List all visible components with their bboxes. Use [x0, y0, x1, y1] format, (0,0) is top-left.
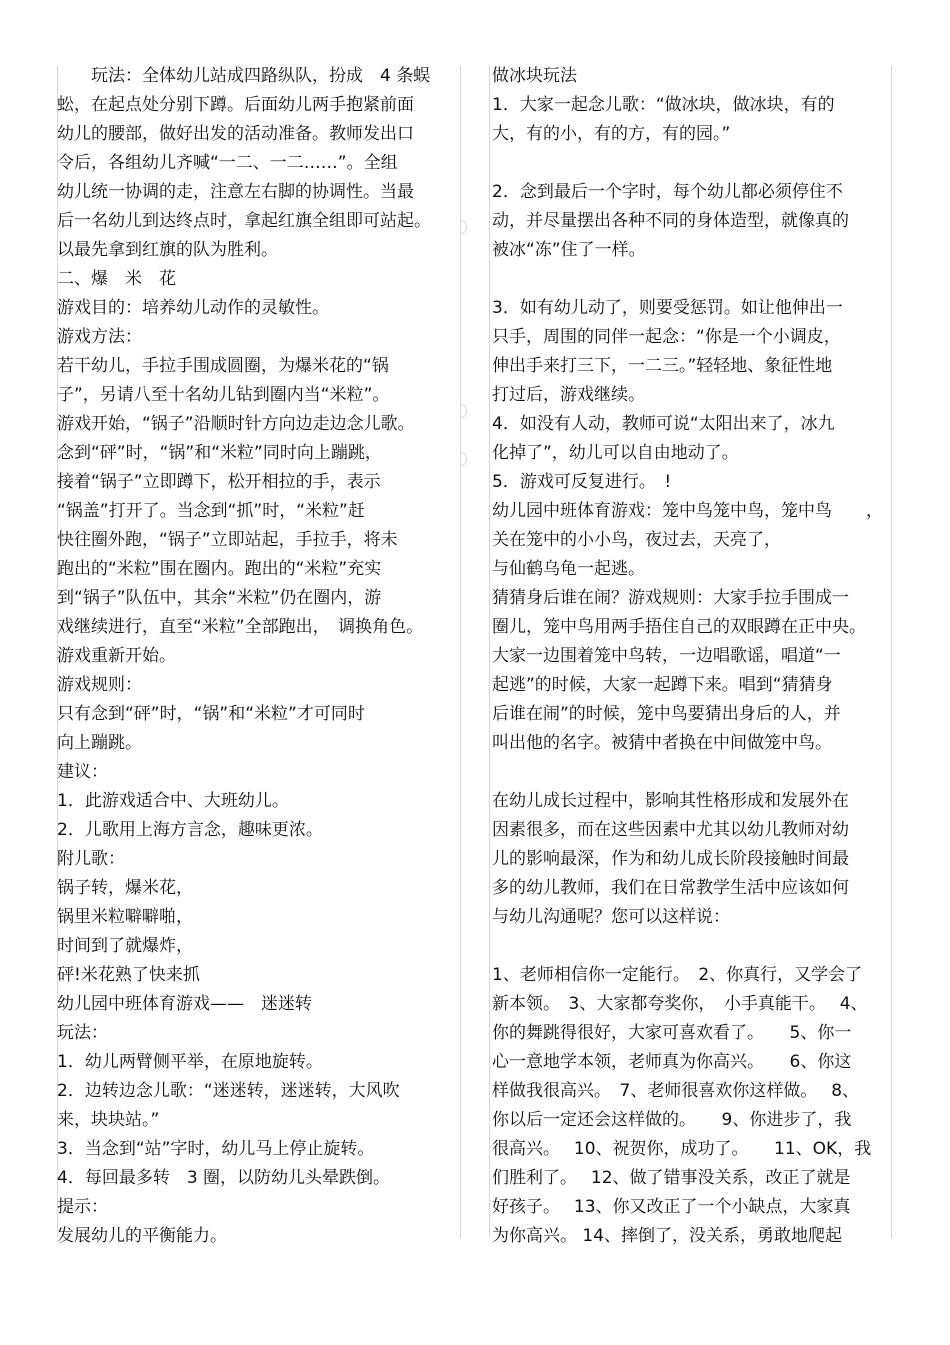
left-text-line: 戏继续进行，直至“米粒”全部跑出， 调换角色。 [57, 617, 424, 637]
left-text-line: 只有念到“砰”时，“锅”和“米粒”才可同时 [57, 704, 365, 724]
right-text-line: 大，有的小，有的方，有的园。” [492, 124, 731, 144]
right-text-line: 因素很多，而在这些因素中尤其以幼儿教师对幼 [492, 820, 849, 840]
right-text-line: 3．如有幼儿动了，则要受惩罚。如让他伸出一 [492, 298, 843, 318]
right-text-line: 2．念到最后一个字时，每个幼儿都必须停住不 [492, 182, 843, 202]
right-text-line: 化掉了”，幼儿可以自由地动了。 [492, 443, 739, 463]
left-text-line: 2．儿歌用上海方言念，趣味更浓。 [57, 820, 323, 840]
left-text-line: 后一名幼儿到达终点时，拿起红旗全组即可站起。 [57, 211, 431, 231]
divider-bracket [460, 452, 467, 466]
left-text-line: 玩法：全体幼儿站成四路纵队，扮成 4 条蜈 [57, 66, 431, 86]
right-text-line: 后谁在闹”的时候，笼中鸟要猜出身后的人，并 [492, 704, 841, 724]
right-text-line: 们胜利了。 12、做了错事没关系，改正了就是 [492, 1168, 851, 1188]
column-divider-line [460, 66, 461, 1238]
right-text-line: 样做我很高兴。 7、老师很喜欢你这样做。 8、 [492, 1081, 860, 1101]
left-text-line: 二、爆 米 花 [57, 269, 176, 289]
left-text-line: 子”，另请八至十名幼儿钻到圈内当“米粒”。 [57, 385, 390, 405]
right-text-line: 多的幼儿教师，我们在日常教学生活中应该如何 [492, 878, 849, 898]
right-text-line: 猜猜身后谁在闹？游戏规则：大家手拉手围成一 [492, 588, 849, 608]
left-text-line: 以最先拿到红旗的队为胜利。 [57, 240, 278, 260]
right-text-line: 与仙鹤乌龟一起逃。 [492, 559, 645, 579]
right-text-line: 被冰“冻”住了一样。 [492, 240, 646, 260]
right-text-line: 你的舞跳得很好，大家可喜欢看了。 5、你一 [492, 1023, 852, 1043]
left-text-line: 时间到了就爆炸， [57, 936, 193, 956]
column-divider-line-right [489, 66, 490, 1238]
left-text-line: 接着“锅子”立即蹲下，松开相拉的手，表示 [57, 472, 381, 492]
left-text-line: 蚣，在起点处分别下蹲。后面幼儿两手抱紧前面 [57, 95, 414, 115]
left-text-line: 提示： [57, 1197, 108, 1217]
left-text-line: 游戏目的：培养幼儿动作的灵敏性。 [57, 298, 329, 318]
left-text-line: 游戏重新开始。 [57, 646, 176, 666]
right-text-line: 幼儿园中班体育游戏：笼中鸟笼中鸟，笼中鸟 ， [492, 501, 883, 521]
left-text-line: 游戏规则： [57, 675, 142, 695]
right-text-line: 5．游戏可反复进行。 ! [492, 472, 672, 492]
right-text-line: 很高兴。 10、祝贺你，成功了。 11、OK，我 [492, 1139, 872, 1159]
left-text-line: 幼儿统一协调的走，注意左右脚的协调性。当最 [57, 182, 414, 202]
right-text-line: 在幼儿成长过程中，影响其性格形成和发展外在 [492, 791, 849, 811]
left-text-line: 快往圈外跑，“锅子”立即站起，手拉手，将未 [57, 530, 398, 550]
right-text-line: 与幼儿沟通呢？您可以这样说： [492, 907, 730, 927]
left-text-line: 游戏方法： [57, 327, 142, 347]
left-text-line: 附儿歌： [57, 849, 125, 869]
right-text-line: 起逃”的时候，大家一起蹲下来。唱到“猜猜身 [492, 675, 833, 695]
left-text-line: 2．边转边念儿歌：“迷迷转，迷迷转，大风吹 [57, 1081, 400, 1101]
left-text-line: 3．当念到“站”字时，幼儿马上停止旋转。 [57, 1139, 375, 1159]
right-text-line: 好孩子。 13、你又改正了一个小缺点，大家真 [492, 1197, 851, 1217]
left-text-line: 锅里米粒噼噼啪， [57, 907, 193, 927]
right-text-line: 大家一边围着笼中鸟转，一边唱歌谣，唱道“一 [492, 646, 841, 666]
left-text-line: 4．每回最多转 3 圈，以防幼儿头晕跌倒。 [57, 1168, 391, 1188]
right-text-line: 新本领。 3、大家都夸奖你， 小手真能干。 4、 [492, 994, 868, 1014]
right-column-text [492, 62, 892, 1251]
right-text-line [492, 149, 892, 178]
right-text-line: 圈儿，笼中鸟用两手捂住自己的双眼蹲在正中央。 [492, 617, 866, 637]
left-column-text [57, 62, 459, 1251]
left-text-line: 发展幼儿的平衡能力。 [57, 1226, 227, 1246]
right-text-line: 心一意地学本领，老师真为你高兴。 6、你这 [492, 1052, 852, 1072]
right-text-line: 做冰块玩法 [492, 66, 577, 86]
left-text-line: 玩法： [57, 1023, 108, 1043]
right-text-line: 只手，周围的同伴一起念：“你是一个小调皮， [492, 327, 841, 347]
left-text-line: 令后，各组幼儿齐喊“一二、一二……”。全组 [57, 153, 398, 173]
left-text-line: 若干幼儿，手拉手围成圆圈，为爆米花的“锅 [57, 356, 389, 376]
right-text-line [492, 932, 892, 961]
left-text-line: 锅子转，爆米花， [57, 878, 193, 898]
left-text-line: 建议： [57, 762, 108, 782]
right-text-line: 动，并尽量摆出各种不同的身体造型，就像真的 [492, 211, 849, 231]
right-text-line: 叫出他的名字。被猜中者换在中间做笼中鸟。 [492, 733, 832, 753]
right-text-line: 1、老师相信你一定能行。 2、你真行，又学会了 [492, 965, 863, 985]
left-text-line: 幼儿园中班体育游戏—— 迷迷转 [57, 994, 312, 1014]
left-text-line: 念到“砰”时，“锅”和“米粒”同时向上蹦跳， [57, 443, 382, 463]
left-text-line: 幼儿的腰部，做好出发的活动准备。教师发出口 [57, 124, 414, 144]
left-text-line: 砰!米花熟了快来抓 [57, 965, 200, 985]
right-text-line: 关在笼中的小小鸟，夜过去，天亮了， [492, 530, 781, 550]
right-text-line: 儿的影响最深，作为和幼儿成长阶段接触时间最 [492, 849, 849, 869]
left-text-line: 跑出的“米粒”围在圈内。跑出的“米粒”充实 [57, 559, 382, 579]
left-text-line: 1．此游戏适合中、大班幼儿。 [57, 791, 289, 811]
left-text-line: 向上蹦跳。 [57, 733, 142, 753]
left-text-line: 1．幼儿两臂侧平举，在原地旋转。 [57, 1052, 323, 1072]
right-text-line: 伸出手来打三下，一二三。”轻轻地、象征性地 [492, 356, 833, 376]
right-text-line: 4．如没有人动，教师可说“太阳出来了，冰九 [492, 414, 835, 434]
divider-bracket [460, 220, 467, 234]
right-text-line: 打过后，游戏继续。 [492, 385, 645, 405]
right-text-line: 为你高兴。 14、摔倒了，没关系，勇敢地爬起 [492, 1226, 843, 1246]
left-text-line: 到“锅子”队伍中，其余“米粒”仍在圈内，游 [57, 588, 382, 608]
right-text-line [492, 758, 892, 787]
right-text-line: 1．大家一起念儿歌：“做冰块，做冰块，有的 [492, 95, 835, 115]
left-text-line: “锅盖”打开了。当念到“抓”时，“米粒”赶 [57, 501, 365, 521]
divider-bracket [460, 404, 467, 418]
left-text-line: 来，块块站。” [57, 1110, 160, 1130]
right-text-line [492, 265, 892, 294]
right-text-line: 你以后一定还会这样做的。 9、你进步了，我 [492, 1110, 852, 1130]
left-text-line: 游戏开始，“锅子”沿顺时针方向边走边念儿歌。 [57, 414, 415, 434]
